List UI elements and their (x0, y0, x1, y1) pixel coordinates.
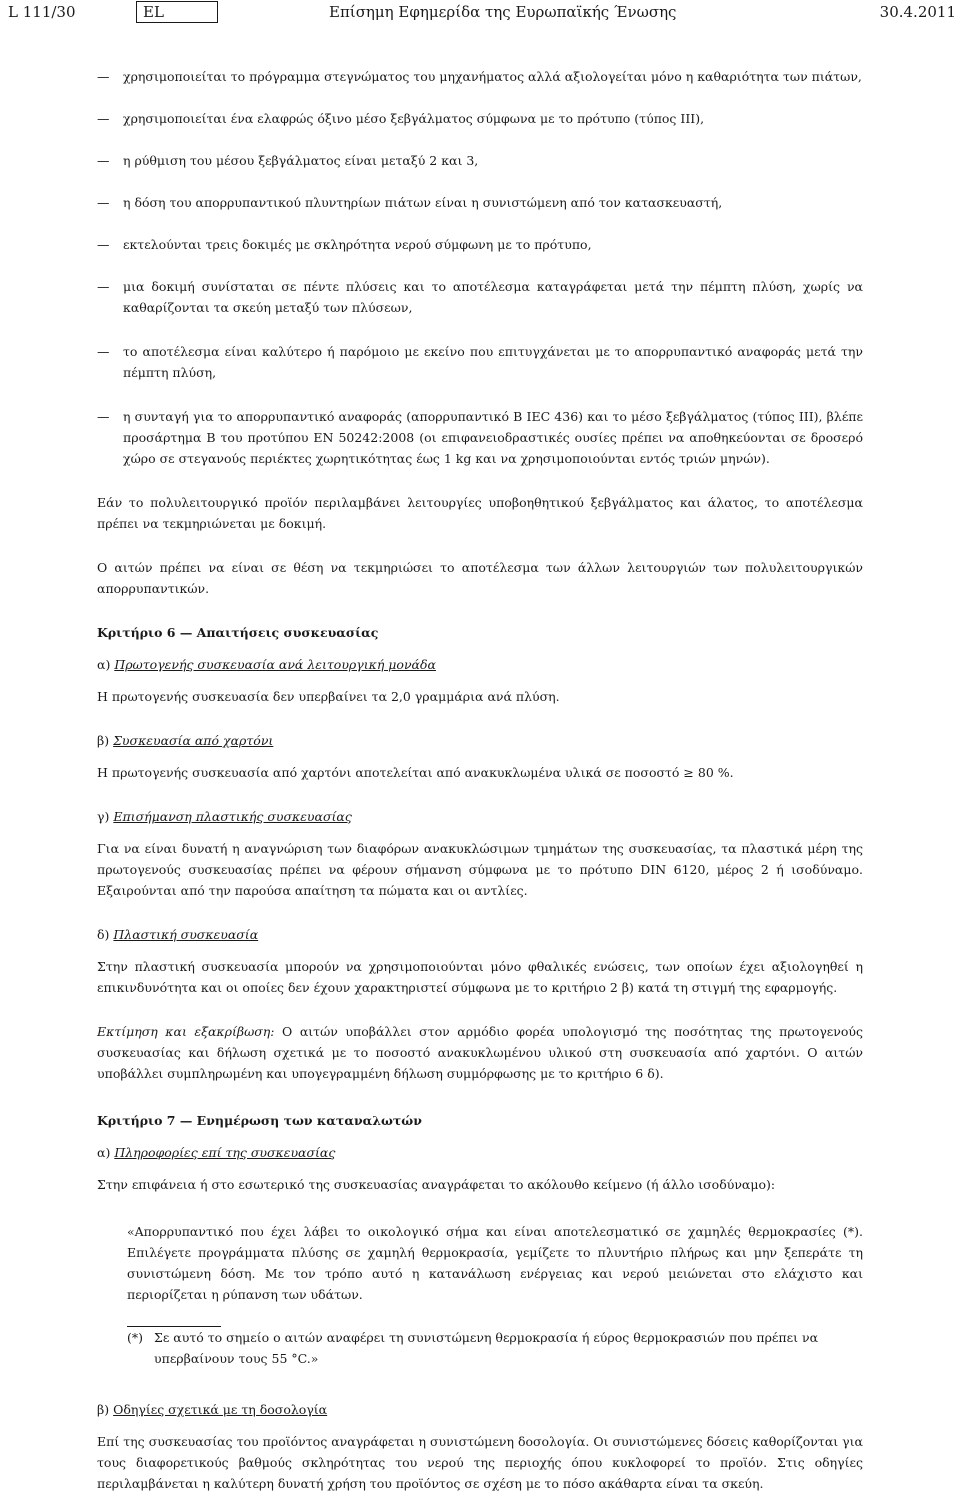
subsection-c-title: Επισήμανση πλαστικής συσκευασίας (113, 809, 352, 824)
list-item (97, 192, 863, 213)
info-subsection-b-prefix: β) (97, 1402, 110, 1417)
subsection-a-title: Πρωτογενής συσκευασία ανά λειτουργική μονάδα (114, 657, 436, 672)
issue-date: 30.4.2011 (879, 3, 956, 21)
subsection-b-heading (97, 730, 863, 751)
list-item-text: μια δοκιμή συνίσταται σε πέντε πλύσεις και το αποτέλεσμα καταγράφεται μετά την πέμπτη πλύση, χωρίς να καθαρίζονται τα σκεύη μεταξύ των πλύσεων, (123, 279, 863, 315)
subsection-b-text: Η πρωτογενής συσκευασία από χαρτόνι αποτελείται από ανακυκλωμένα υλικά σε ποσοστό ≥ 80 %. (97, 765, 734, 780)
info-subsection-b-title: Οδηγίες σχετικά με τη δοσολογία (113, 1402, 328, 1417)
list-item-text: χρησιμοποιείται ένα ελαφρώς όξινο μέσο ξεβγάλματος σύμφωνα με το πρότυπο (τύπος III), (123, 111, 705, 126)
footnote (127, 1327, 863, 1369)
info-subsection-a-heading (97, 1142, 863, 1163)
list-item (97, 341, 863, 383)
subsection-d-prefix: δ) (97, 927, 110, 942)
document-body (97, 66, 863, 1494)
page-header (0, 0, 960, 26)
dash-bullet: — (97, 153, 110, 168)
subsection-b-prefix: β) (97, 733, 110, 748)
list-item-text: εκτελούνται τρεις δοκιμές με σκληρότητα νερού σύμφωνη με το πρότυπο, (123, 237, 592, 252)
subsection-a-prefix: α) (97, 657, 111, 672)
criterion-7-heading: Κριτήριο 7 — Ενημέρωση των καταναλωτών (97, 1113, 422, 1128)
list-item (97, 406, 863, 469)
list-item-text: η δόση του απορρυπαντικού πλυντηρίων πιάτων είναι η συνιστώμενη από τον κατασκευαστή, (123, 195, 723, 210)
subsection-d-heading (97, 924, 863, 945)
subsection-a-heading (97, 654, 863, 675)
info-subsection-a-prefix: α) (97, 1145, 111, 1160)
dash-bullet: — (97, 237, 110, 252)
list-item (97, 66, 863, 87)
info-subsection-a-text: Στην επιφάνεια ή στο εσωτερικό της συσκευασίας αναγράφεται το ακόλουθο κείμενο (ή άλλο ισοδύναμο): (97, 1177, 776, 1192)
subsection-c-prefix: γ) (97, 809, 110, 824)
dash-bullet: — (97, 195, 110, 210)
info-subsection-b-text: Επί της συσκευασίας του προϊόντος αναγράφεται η συνιστώμενη δοσολογία. Οι συνιστώμενες δόσεις καθορίζονται για τους διαφορετικούς βαθμούς σκληρότητας του νερού της περιοχής όπου κυκλοφορεί το προϊόν. Στις οδηγίες περιλαμβάνεται η καλύτερη δυνατή χρήση του προϊόντος σε σχέση με το πόσο ακάθαρτα είναι τα σκεύη. (97, 1434, 863, 1491)
dash-bullet: — (97, 409, 110, 424)
list-item-text: το αποτέλεσμα είναι καλύτερο ή παρόμοιο με εκείνο που επιτυγχάνεται με το απορρυπαντικό αναφοράς μετά την πέμπτη πλύση, (123, 344, 863, 380)
list-item (97, 276, 863, 318)
criterion-6-heading: Κριτήριο 6 — Απαιτήσεις συσκευασίας (97, 625, 379, 640)
language-code: EL (143, 3, 164, 21)
page-number: L 111/30 (8, 3, 76, 21)
subsection-a-text: Η πρωτογενής συσκευασία δεν υπερβαίνει τα 2,0 γραμμάρια ανά πλύση. (97, 689, 560, 704)
list-item (97, 108, 863, 129)
list-item-text: η συνταγή για το απορρυπαντικό αναφοράς (απορρυπαντικό B IEC 436) και το μέσο ξεβγάλματος (τύπος III), βλέπε προσάρτημα B του προτύπου EN 50242:2008 (οι επιφανειοδραστικές ουσίες πρέπει να αποθηκεύονται σε δροσερό χώρο σε στεγανούς περιέκτες χωρητικότητας έως 1 kg και να χρησιμοποιούνται εντός τριών μηνών). (123, 409, 863, 466)
assessment-label: Εκτίμηση και εξακρίβωση: (97, 1024, 275, 1039)
paragraph-multifunction: Εάν το πολυλειτουργικό προϊόν περιλαμβάνει λειτουργίες υποβοηθητικού ξεβγάλματος και άλατος, το αποτέλεσμα πρέπει να τεκμηριώνεται με δοκιμή. (97, 495, 863, 531)
dash-bullet: — (97, 279, 110, 294)
footnote-mark: (*) (127, 1330, 144, 1345)
dash-bullet: — (97, 69, 110, 84)
language-box (136, 1, 218, 23)
dash-bullet: — (97, 344, 110, 359)
assessment-text: Ο αιτών υποβάλλει στον αρμόδιο φορέα υπολογισμό της ποσότητας της πρωτογενούς συσκευασίας και δήλωση σχετικά με το ποσοστό ανακυκλωμένου υλικού στη συσκευασία από χαρτόνι. Ο αιτών υποβάλλει συμπληρωμένη και υπογεγραμμένη δήλωση συμμόρφωσης με το κριτήριο 6 δ). (97, 1024, 863, 1081)
subsection-d-title: Πλαστική συσκευασία (113, 927, 259, 942)
list-item (97, 234, 863, 255)
dash-bullet: — (97, 111, 110, 126)
info-subsection-a-title: Πληροφορίες επί της συσκευασίας (114, 1145, 336, 1160)
label-quote: «Απορρυπαντικό που έχει λάβει το οικολογικό σήμα και είναι αποτελεσματικό σε χαμηλές θερμοκρασίες (*). Επιλέγετε προγράμματα πλύσης σε χαμηλή θερμοκρασία, γεμίζετε το πλυντήριο πλήρως και μην ξεπεράτε τη συνιστώμενη δόση. Με τον τρόπο αυτό η κατανάλωση ενέργειας και νερού μειώνεται στο ελάχιστο και περιορίζεται η ρύπανση των υδάτων. (127, 1224, 863, 1302)
list-item (97, 150, 863, 171)
list-item-text: η ρύθμιση του μέσου ξεβγάλματος είναι μεταξύ 2 και 3, (123, 153, 479, 168)
paragraph-other-functions: Ο αιτών πρέπει να είναι σε θέση να τεκμηριώσει το αποτέλεσμα των άλλων λειτουργιών των πολυλειτουργικών απορρυπαντικών. (97, 560, 863, 596)
info-subsection-b-heading (97, 1399, 863, 1420)
footnote-text: Σε αυτό το σημείο ο αιτών αναφέρει τη συνιστώμενη θερμοκρασία ή εύρος θερμοκρασιών που πρέπει να υπερβαίνουν τους 55 °C.» (154, 1330, 819, 1366)
subsection-d-text: Στην πλαστική συσκευασία μπορούν να χρησιμοποιούνται μόνο φθαλικές ενώσεις, των οποίων έχει αξιολογηθεί η επικινδυνότητα και οι οποίες δεν έχουν χαρακτηριστεί σύμφωνα με το κριτήριο 2 β) κατά τη στιγμή της εφαρμογής. (97, 959, 863, 995)
subsection-b-title: Συσκευασία από χαρτόνι (113, 733, 274, 748)
assessment-paragraph (97, 1021, 863, 1084)
subsection-c-heading (97, 806, 863, 827)
list-item-text: χρησιμοποιείται το πρόγραμμα στεγνώματος του μηχανήματος αλλά αξιολογείται μόνο η καθαριότητα των πιάτων, (123, 69, 862, 84)
subsection-c-text: Για να είναι δυνατή η αναγνώριση των διαφόρων ανακυκλώσιμων τμημάτων της συσκευασίας, τα πλαστικά μέρη της πρωτογενούς συσκευασίας πρέπει να φέρουν σήμανση σύμφωνα με το πρότυπο DIN 6120, μέρος 2 ή ισοδύναμο. Εξαιρούνται από την παρούσα απαίτηση τα πώματα και οι αντλίες. (97, 841, 863, 898)
journal-title: Επίσημη Εφημερίδα της Ευρωπαϊκής Ένωσης (329, 3, 677, 21)
